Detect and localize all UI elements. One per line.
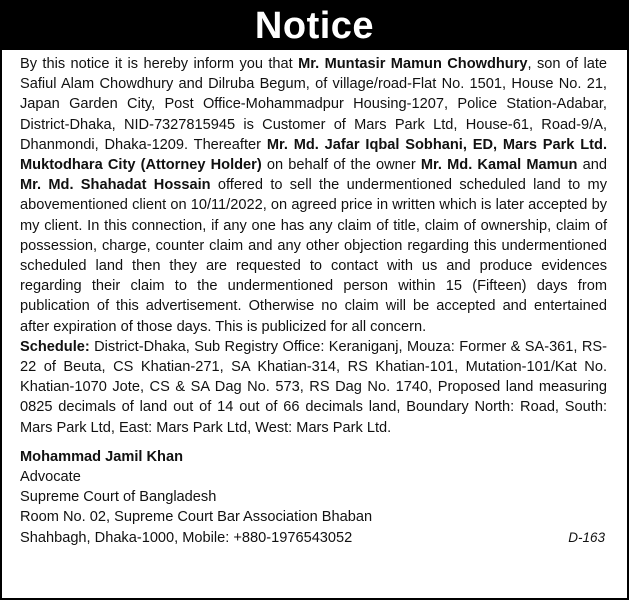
body-text-2: , son of late Safiul Alam Chowdhury and Dilruba Begum, of village/road-Flat No. 1501, House No. 21, Japan Garden City, Post Office-Mohammadpur Housing-1207, Police Station-Adabar, District-Dhaka, NID-7327815945 is Customer of Mars Park Ltd, House-61, Road-9/A, Dhanmondi, Dhaka-1209. Thereafter bbox=[20, 56, 607, 153]
attorney-holder: Mr. Md. Jafar Iqbal Sobhani, ED, Mars Park Ltd. Muktodhara City (Attorney Holder) bbox=[20, 136, 607, 174]
advocate-title: Advocate bbox=[20, 469, 81, 486]
body-text-4: and bbox=[577, 157, 607, 174]
owner-name-1: Mr. Md. Kamal Mamun bbox=[420, 157, 578, 174]
schedule-text: District-Dhaka, Sub Registry Office: Keraniganj, Mouza: Former & SA-361, RS-22 of Beuta, CS Khatian-271, SA Khatian-314, RS Khatian-101, Mutation-101/Kat No. Khatian-1070 Jote, CS & SA Dag No. 573, RS Dag No. 1740, Proposed land measuring 0825 decimals of land out of 14 out of 66 decimals land, Boundary North: Road, South: Mars Park Ltd, East: Mars Park Ltd, West: Mars Park Ltd. bbox=[20, 338, 607, 436]
body-text-5: offered to sell the undermentioned scheduled land to my abovementioned client on 10/11/2022, on agreed price in written which is later accepted by my client. In this connection, if any one has any claim of title, claim of ownership, claim of possession, charge, counter claim and any other objection regarding this undermentioned scheduled land then they are requested to contact with us and produce evidences regarding their claim to the undermentioned person within 15 (Fifteen) days from publication of this advertisement. Otherwise no claim will be accepted and entertained after expiration of those days. This is publicized for all concern. bbox=[20, 177, 607, 335]
body-text-1: By this notice it is hereby inform you that bbox=[20, 56, 299, 72]
signature-block bbox=[20, 447, 607, 548]
schedule-label: Schedule: bbox=[20, 338, 90, 355]
court-name: Supreme Court of Bangladesh bbox=[20, 489, 217, 506]
client-name: Mr. Muntasir Mamun Chowdhury bbox=[298, 56, 528, 72]
notice-content bbox=[2, 50, 627, 548]
notice-title: Notice bbox=[2, 2, 627, 50]
contact-address: Shahbagh, Dhaka-1000, Mobile: +880-1976543052 bbox=[20, 529, 353, 546]
address-row bbox=[20, 528, 607, 548]
advocate-name: Mohammad Jamil Khan bbox=[20, 448, 183, 465]
owner-name-2: Mr. Md. Shahadat Hossain bbox=[20, 177, 211, 194]
body-text-3: on behalf of the owner bbox=[261, 157, 421, 174]
notice-body bbox=[20, 54, 607, 337]
office-room: Room No. 02, Supreme Court Bar Association Bhaban bbox=[20, 509, 373, 526]
reference-code: D-163 bbox=[568, 529, 605, 545]
schedule-paragraph bbox=[20, 337, 607, 438]
